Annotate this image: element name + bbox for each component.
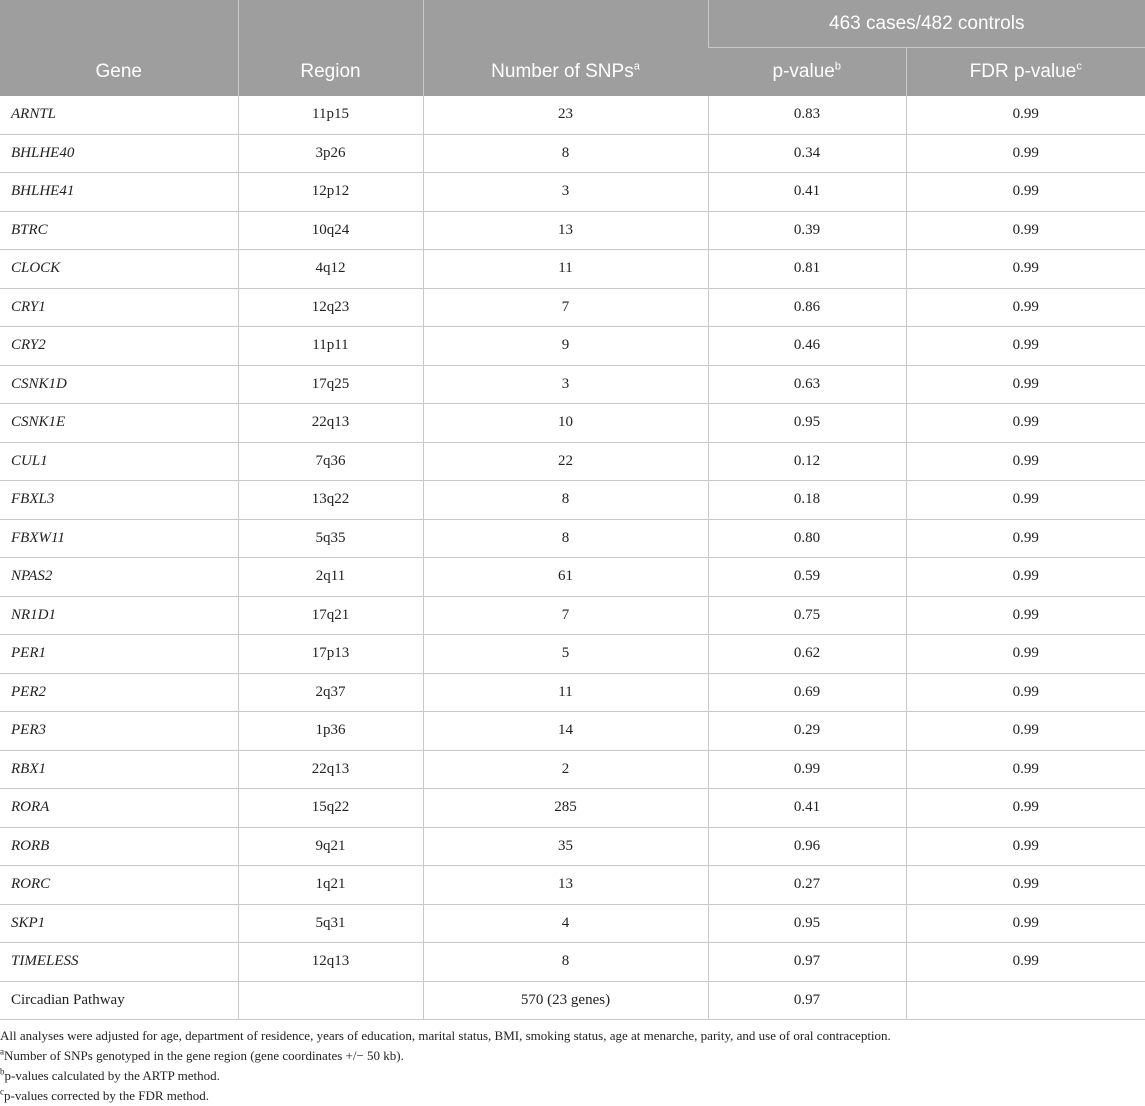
region-cell: 12p12 <box>238 173 423 212</box>
gene-cell: SKP1 <box>0 904 238 943</box>
region-cell: 17q21 <box>238 596 423 635</box>
table-row <box>0 288 1145 327</box>
region-cell: 9q21 <box>238 827 423 866</box>
snps-cell: 8 <box>423 943 708 982</box>
header-gene: Gene <box>0 0 238 96</box>
gene-cell: PER1 <box>0 635 238 674</box>
p-value-cell: 0.34 <box>708 134 906 173</box>
region-cell: 3p26 <box>238 134 423 173</box>
table-row <box>0 673 1145 712</box>
fdr-cell: 0.99 <box>906 96 1145 134</box>
fdr-cell: 0.99 <box>906 288 1145 327</box>
gene-cell: FBXL3 <box>0 481 238 520</box>
snps-cell: 8 <box>423 481 708 520</box>
table-row <box>0 173 1145 212</box>
gene-cell: CSNK1D <box>0 365 238 404</box>
fdr-cell: 0.99 <box>906 943 1145 982</box>
snps-cell: 7 <box>423 288 708 327</box>
p-value-cell: 0.63 <box>708 365 906 404</box>
p-value-cell: 0.83 <box>708 96 906 134</box>
p-value-cell: 0.12 <box>708 442 906 481</box>
p-value-cell: 0.95 <box>708 904 906 943</box>
p-value-cell: 0.69 <box>708 673 906 712</box>
gene-cell: RORB <box>0 827 238 866</box>
header-group-cases-controls: 463 cases/482 controls <box>708 0 1145 48</box>
table-row <box>0 481 1145 520</box>
gene-cell: CRY1 <box>0 288 238 327</box>
region-cell: 13q22 <box>238 481 423 520</box>
snps-cell: 14 <box>423 712 708 751</box>
table-row <box>0 596 1145 635</box>
region-cell: 17q25 <box>238 365 423 404</box>
p-value-cell: 0.97 <box>708 943 906 982</box>
p-value-cell: 0.86 <box>708 288 906 327</box>
pathway-row <box>0 981 1145 1020</box>
snps-cell: 8 <box>423 134 708 173</box>
gene-cell: TIMELESS <box>0 943 238 982</box>
fdr-cell: 0.99 <box>906 442 1145 481</box>
gene-cell: CUL1 <box>0 442 238 481</box>
table-row <box>0 250 1145 289</box>
header-fdr-p-value: FDR p-value$^c$ <box>906 48 1145 97</box>
fdr-cell: 0.99 <box>906 558 1145 597</box>
snps-cell: 3 <box>423 173 708 212</box>
fdr-cell: 0.99 <box>906 211 1145 250</box>
table-row <box>0 712 1145 751</box>
p-value-cell: 0.41 <box>708 789 906 828</box>
gene-cell: BHLHE40 <box>0 134 238 173</box>
table-row <box>0 404 1145 443</box>
gene-cell: RORC <box>0 866 238 905</box>
snps-cell: 35 <box>423 827 708 866</box>
region-cell: 22q13 <box>238 750 423 789</box>
fdr-cell: 0.99 <box>906 789 1145 828</box>
fdr-cell: 0.99 <box>906 712 1145 751</box>
gene-cell: NPAS2 <box>0 558 238 597</box>
fdr-cell: 0.99 <box>906 250 1145 289</box>
p-value-cell: 0.39 <box>708 211 906 250</box>
p-value-cell: 0.27 <box>708 866 906 905</box>
header-region: Region <box>238 0 423 96</box>
p-value-cell: 0.97 <box>708 981 906 1020</box>
snps-cell: 4 <box>423 904 708 943</box>
p-value-cell: 0.18 <box>708 481 906 520</box>
table-header <box>0 0 1145 96</box>
snps-cell: 5 <box>423 635 708 674</box>
gene-cell: NR1D1 <box>0 596 238 635</box>
table-row <box>0 442 1145 481</box>
snps-cell: 7 <box>423 596 708 635</box>
fdr-cell: 0.99 <box>906 327 1145 366</box>
gene-cell: ARNTL <box>0 96 238 134</box>
region-cell: 1q21 <box>238 866 423 905</box>
snps-cell: 11 <box>423 250 708 289</box>
footnote-c: $^c$p-values corrected by the FDR method. <box>0 1086 210 1103</box>
fdr-cell: 0.99 <box>906 866 1145 905</box>
table-row <box>0 96 1145 134</box>
pathway-label-cell: Circadian Pathway <box>0 981 238 1020</box>
gene-cell: BHLHE41 <box>0 173 238 212</box>
region-cell: 5q31 <box>238 904 423 943</box>
snps-cell: 9 <box>423 327 708 366</box>
gene-cell: PER2 <box>0 673 238 712</box>
table-body <box>0 96 1145 1020</box>
table-row <box>0 635 1145 674</box>
table-footnotes <box>0 1026 1145 1106</box>
snps-cell: 570 (23 genes) <box>423 981 708 1020</box>
snps-cell: 285 <box>423 789 708 828</box>
fdr-cell: 0.99 <box>906 404 1145 443</box>
p-value-cell: 0.46 <box>708 327 906 366</box>
fdr-cell <box>906 981 1145 1020</box>
fdr-cell: 0.99 <box>906 481 1145 520</box>
p-value-cell: 0.96 <box>708 827 906 866</box>
region-cell: 2q37 <box>238 673 423 712</box>
region-cell: 11p15 <box>238 96 423 134</box>
footnote-adjustment: All analyses were adjusted for age, department of residence, years of education, marital status, BMI, smoking status, age at menarche, parity, and use of oral contraception. <box>0 1028 891 1043</box>
region-cell: 11p11 <box>238 327 423 366</box>
snps-cell: 2 <box>423 750 708 789</box>
region-cell: 15q22 <box>238 789 423 828</box>
gene-cell: BTRC <box>0 211 238 250</box>
region-cell: 5q35 <box>238 519 423 558</box>
p-value-cell: 0.41 <box>708 173 906 212</box>
table-row <box>0 519 1145 558</box>
fdr-cell: 0.99 <box>906 173 1145 212</box>
fdr-cell: 0.99 <box>906 673 1145 712</box>
region-cell <box>238 981 423 1020</box>
snps-cell: 11 <box>423 673 708 712</box>
p-value-cell: 0.81 <box>708 250 906 289</box>
fdr-cell: 0.99 <box>906 750 1145 789</box>
gene-cell: CSNK1E <box>0 404 238 443</box>
snps-cell: 13 <box>423 211 708 250</box>
region-cell: 22q13 <box>238 404 423 443</box>
snps-cell: 13 <box>423 866 708 905</box>
gene-cell: RBX1 <box>0 750 238 789</box>
fdr-cell: 0.99 <box>906 635 1145 674</box>
region-cell: 2q11 <box>238 558 423 597</box>
header-p-value: p-value$^b$ <box>708 48 906 97</box>
p-value-cell: 0.80 <box>708 519 906 558</box>
snps-cell: 3 <box>423 365 708 404</box>
gene-cell: PER3 <box>0 712 238 751</box>
snps-cell: 61 <box>423 558 708 597</box>
fdr-cell: 0.99 <box>906 904 1145 943</box>
gene-cell: FBXW11 <box>0 519 238 558</box>
snps-cell: 10 <box>423 404 708 443</box>
table-row <box>0 134 1145 173</box>
region-cell: 1p36 <box>238 712 423 751</box>
snps-cell: 8 <box>423 519 708 558</box>
p-value-cell: 0.59 <box>708 558 906 597</box>
table-row <box>0 558 1145 597</box>
table-row <box>0 943 1145 982</box>
table-row <box>0 904 1145 943</box>
region-cell: 17p13 <box>238 635 423 674</box>
gene-cell: RORA <box>0 789 238 828</box>
table-row <box>0 827 1145 866</box>
snps-cell: 23 <box>423 96 708 134</box>
p-value-cell: 0.62 <box>708 635 906 674</box>
header-number-of-snps: Number of SNPs$^a$ <box>423 0 708 96</box>
snps-cell: 22 <box>423 442 708 481</box>
table-row <box>0 789 1145 828</box>
region-cell: 12q23 <box>238 288 423 327</box>
fdr-cell: 0.99 <box>906 134 1145 173</box>
gene-cell: CLOCK <box>0 250 238 289</box>
fdr-cell: 0.99 <box>906 596 1145 635</box>
p-value-cell: 0.95 <box>708 404 906 443</box>
table-row <box>0 365 1145 404</box>
table-row <box>0 750 1145 789</box>
fdr-cell: 0.99 <box>906 519 1145 558</box>
p-value-cell: 0.29 <box>708 712 906 751</box>
table-row <box>0 211 1145 250</box>
footnote-b: $^b$p-values calculated by the ARTP method. <box>0 1066 220 1083</box>
fdr-cell: 0.99 <box>906 365 1145 404</box>
table-row <box>0 866 1145 905</box>
region-cell: 4q12 <box>238 250 423 289</box>
fdr-cell: 0.99 <box>906 827 1145 866</box>
gene-cell: CRY2 <box>0 327 238 366</box>
table-row <box>0 327 1145 366</box>
region-cell: 7q36 <box>238 442 423 481</box>
footnote-a: $^a$Number of SNPs genotyped in the gene region (gene coordinates +/− 50 kb). <box>0 1046 404 1063</box>
p-value-cell: 0.75 <box>708 596 906 635</box>
region-cell: 12q13 <box>238 943 423 982</box>
region-cell: 10q24 <box>238 211 423 250</box>
p-value-cell: 0.99 <box>708 750 906 789</box>
